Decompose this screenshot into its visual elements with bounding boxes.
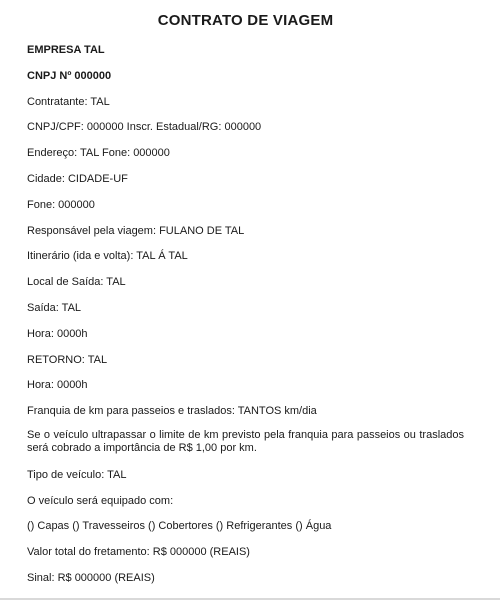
deposit-line: Sinal: R$ 000000 (REAIS)	[27, 571, 155, 584]
return-time-line: Hora: 0000h	[27, 379, 88, 392]
itinerary-line: Itinerário (ida e volta): TAL Á TAL	[27, 250, 188, 263]
km-allowance-line: Franquia de km para passeios e traslados: TANTOS km/dia	[27, 405, 317, 418]
document-title: CONTRATO DE VIAGEM	[157, 12, 334, 29]
total-value-line: Valor total do fretamento: R$ 000000 (REAIS)	[27, 546, 250, 559]
excess-km-paragraph: Se o veículo ultrapassar o limite de km previsto pela franquia para passeios ou traslados será cobrado a importância de R$ 1,00 por km.	[27, 428, 464, 455]
city-line: Cidade: CIDADE-UF	[27, 172, 128, 185]
company-name: EMPRESA TAL	[27, 44, 105, 56]
trip-responsible-line: Responsável pela viagem: FULANO DE TAL	[27, 224, 245, 237]
vehicle-equipment-line: O veículo será equipado com:	[27, 494, 174, 507]
departure-line: Saída: TAL	[27, 301, 82, 314]
return-line: RETORNO: TAL	[27, 353, 108, 366]
departure-time-line: Hora: 0000h	[27, 327, 88, 340]
phone-line: Fone: 000000	[27, 198, 95, 211]
cnpj-cpf-line: CNPJ/CPF: 000000 Inscr. Estadual/RG: 000000	[27, 121, 262, 134]
departure-place-line: Local de Saída: TAL	[27, 276, 126, 289]
vehicle-type-line: Tipo de veículo: TAL	[27, 468, 127, 481]
company-cnpj: CNPJ Nº 000000	[27, 69, 112, 82]
equipment-options-line: () Capas () Travesseiros () Cobertores () Refrigerantes () Água	[27, 520, 332, 533]
address-line: Endereço: TAL Fone: 000000	[27, 147, 170, 160]
contractor-line: Contratante: TAL	[27, 95, 110, 108]
